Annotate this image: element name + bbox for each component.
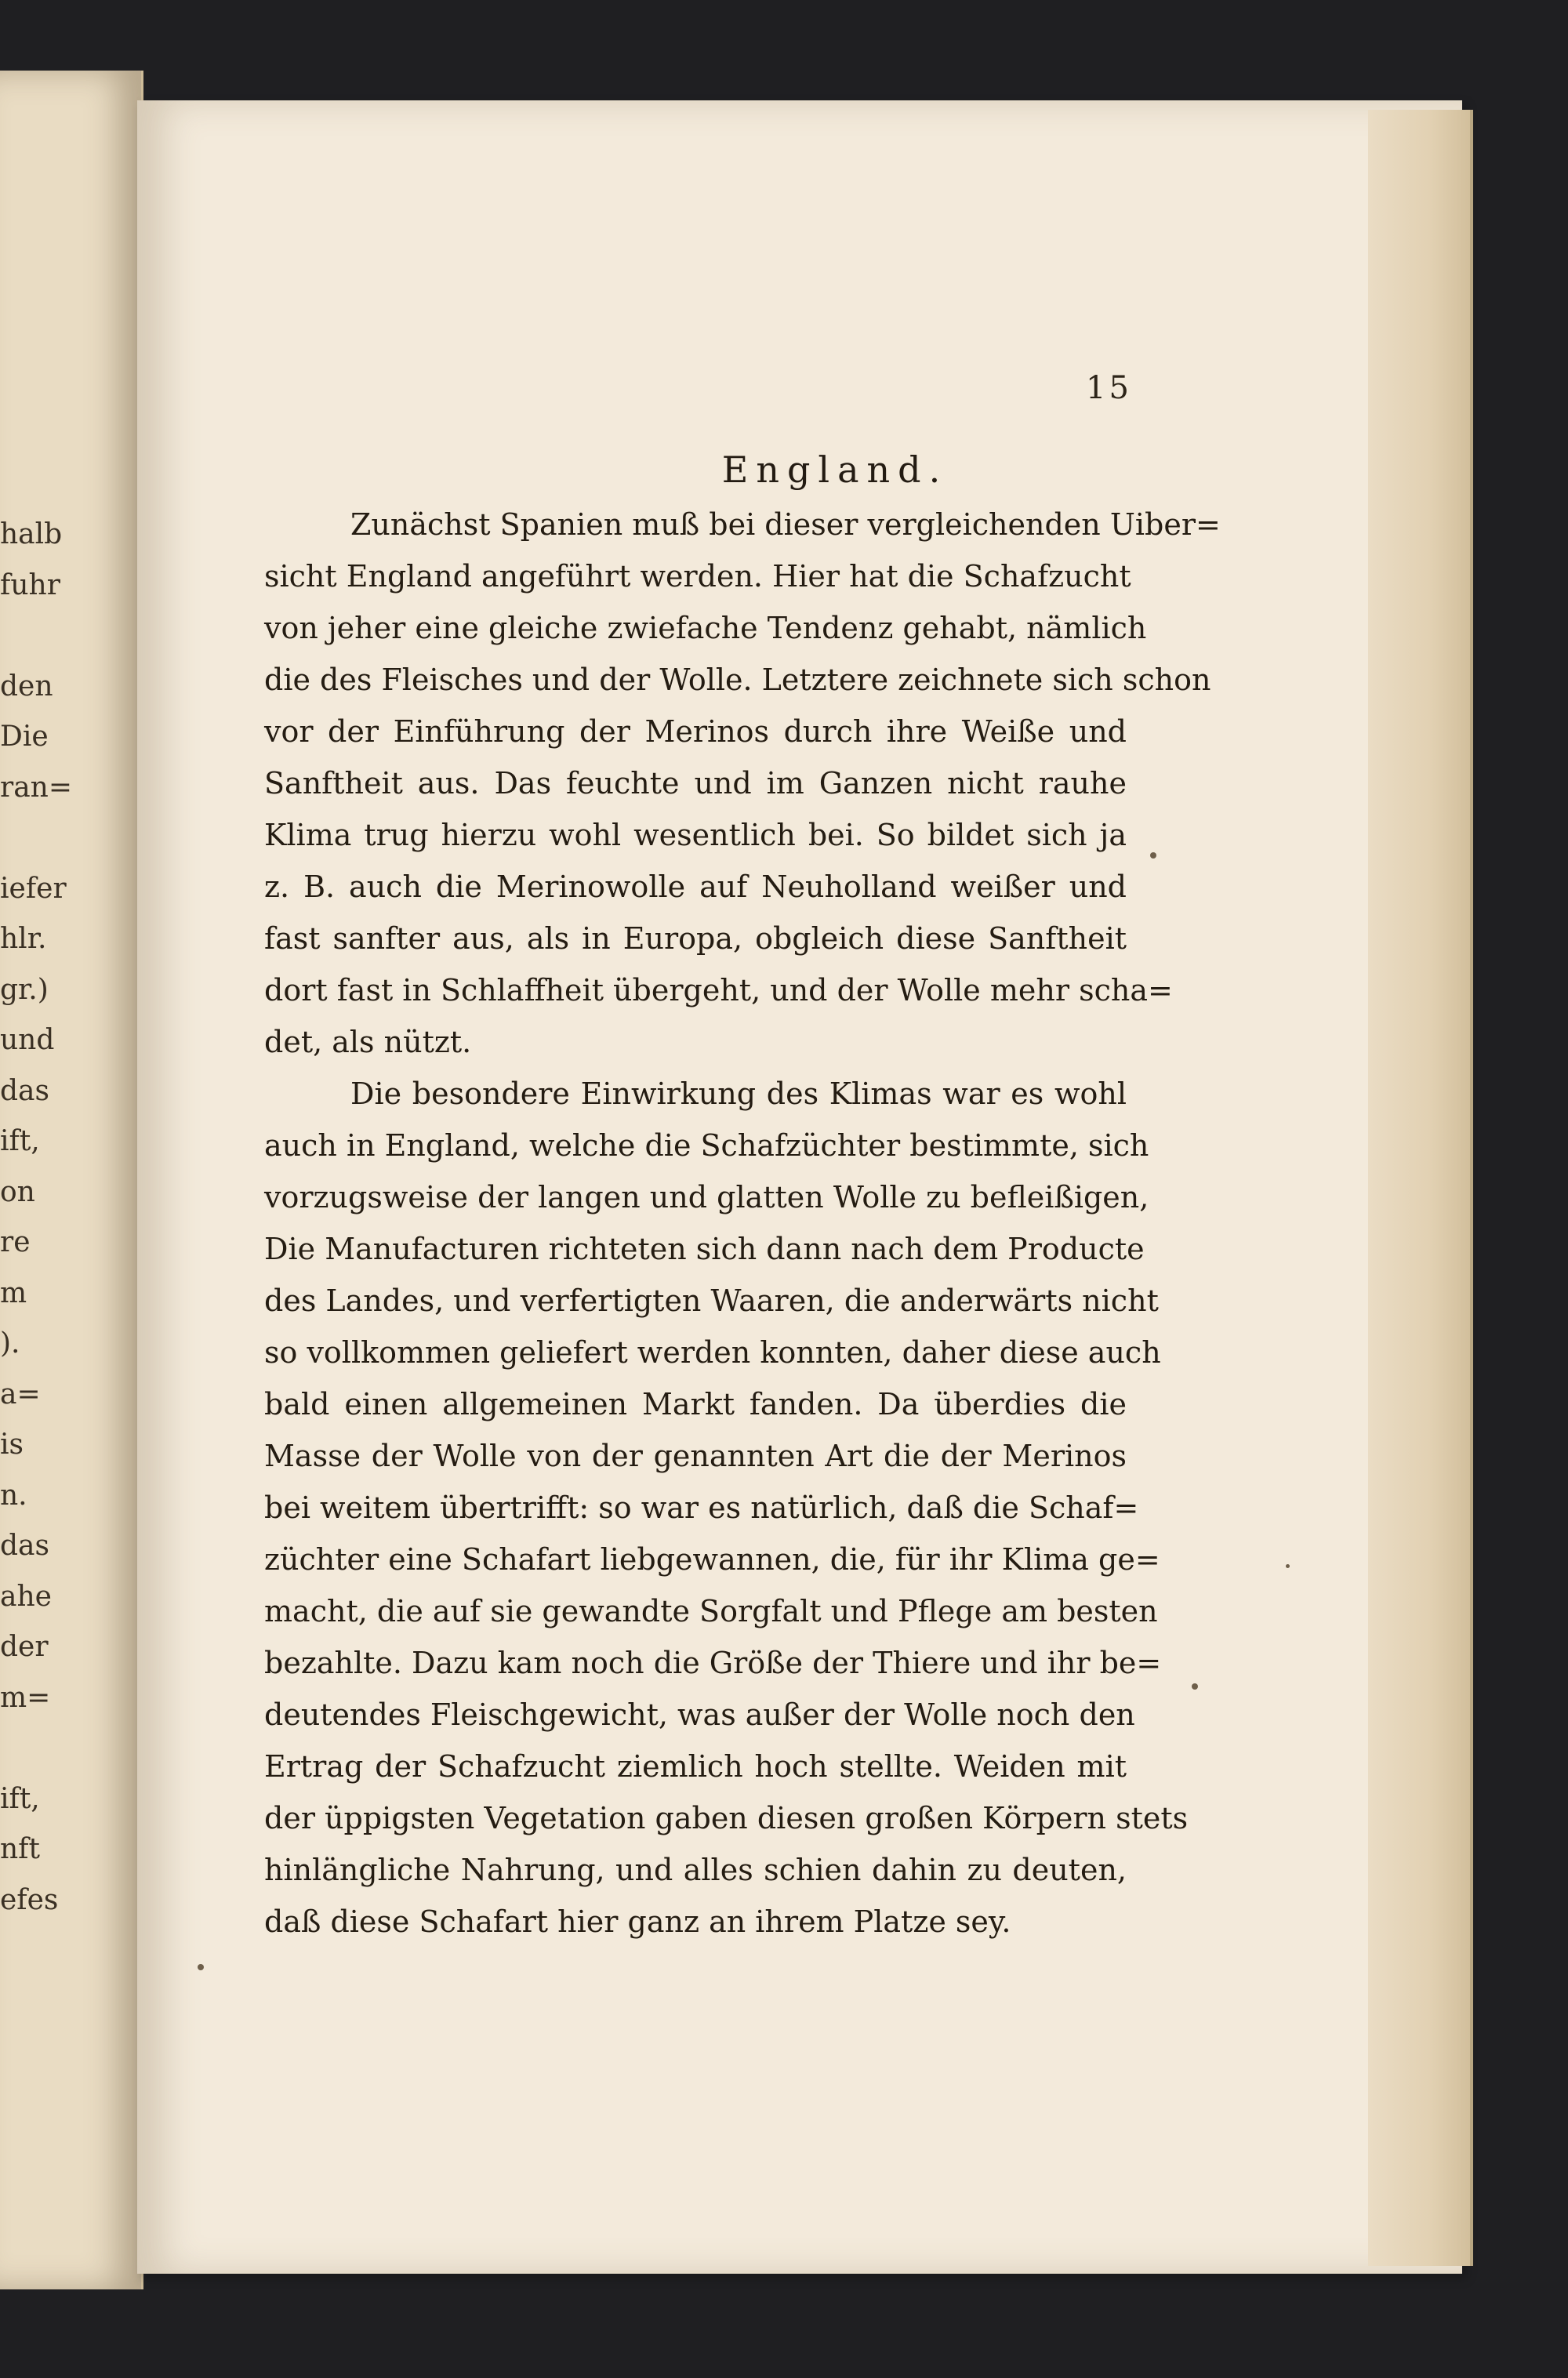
left-margin-fragment: und xyxy=(0,1024,55,1056)
ink-speck xyxy=(1286,1564,1290,1568)
left-margin-fragment: das xyxy=(0,1530,49,1562)
text-line: deutendes Fleischgewicht, was außer der Wolle noch den xyxy=(264,1697,1135,1732)
text-line: die des Fleisches und der Wolle. Letztere zeichnete sich schon xyxy=(264,663,1211,697)
left-margin-fragment: ift, xyxy=(0,1782,40,1815)
page-edge xyxy=(1368,110,1473,2266)
left-margin-fragment: ift, xyxy=(0,1125,40,1157)
left-margin-fragment: nft xyxy=(0,1833,40,1865)
text-line: vor der Einführung der Merinos durch ihre Weiße und xyxy=(264,714,1127,749)
left-margin-fragment: der xyxy=(0,1631,49,1663)
chapter-heading: England. xyxy=(721,448,949,491)
text-line: Sanftheit aus. Das feuchte und im Ganzen nicht rauhe xyxy=(264,766,1127,801)
text-line: hinlängliche Nahrung, und alles schien dahin zu deuten, xyxy=(264,1853,1127,1887)
left-margin-fragment: m xyxy=(0,1276,27,1309)
text-line: des Landes, und verfertigten Waaren, die anderwärts nicht xyxy=(264,1283,1159,1318)
body-text xyxy=(264,499,1221,1948)
text-line: Masse der Wolle von der genannten Art die der Merinos xyxy=(264,1439,1127,1473)
left-margin-fragment: das xyxy=(0,1074,49,1107)
ink-speck xyxy=(198,1964,204,1970)
page-number: 15 xyxy=(1086,370,1132,406)
text-line: det, als nützt. xyxy=(264,1025,472,1059)
left-margin-fragment: on xyxy=(0,1175,35,1208)
text-line: daß diese Schafart hier ganz an ihrem Platze sey. xyxy=(264,1904,1011,1939)
text-line: bei weitem übertrifft: so war es natürlich, daß die Schaf= xyxy=(264,1490,1139,1525)
text-line: Zunächst Spanien muß bei dieser vergleichenden Uiber= xyxy=(350,507,1221,542)
text-line: Die besondere Einwirkung des Klimas war es wohl xyxy=(350,1076,1127,1111)
left-margin-fragment: den xyxy=(0,670,53,703)
paragraph-1 xyxy=(264,499,1221,1068)
text-line: z. B. auch die Merinowolle auf Neuholland weißer und xyxy=(264,870,1127,904)
left-margin-fragment: efes xyxy=(0,1883,59,1916)
left-margin-fragment: re xyxy=(0,1226,31,1258)
text-line: Klima trug hierzu wohl wesentlich bei. So bildet sich ja xyxy=(264,818,1127,852)
left-margin-fragment xyxy=(0,611,47,662)
left-page-text-fragments xyxy=(0,510,73,1926)
left-margin-fragment: ran= xyxy=(0,771,73,804)
left-margin-fragment: halb xyxy=(0,518,63,550)
left-margin-fragment: is xyxy=(0,1429,24,1461)
text-line: züchter eine Schafart liebgewannen, die, für ihr Klima ge= xyxy=(264,1542,1160,1577)
paragraph-2 xyxy=(264,1068,1189,1948)
text-line: Ertrag der Schafzucht ziemlich hoch stellte. Weiden mit xyxy=(264,1749,1127,1784)
ink-speck xyxy=(1150,852,1156,859)
text-line: von jeher eine gleiche zwiefache Tendenz gehabt, nämlich xyxy=(264,611,1147,645)
left-margin-fragment: m= xyxy=(0,1681,51,1714)
left-margin-fragment: ). xyxy=(0,1327,20,1360)
text-line: sicht England angeführt werden. Hier hat die Schafzucht xyxy=(264,559,1131,594)
left-margin-fragment: Die xyxy=(0,721,49,753)
left-margin-fragment: n. xyxy=(0,1479,27,1512)
ink-speck xyxy=(1192,1683,1198,1690)
left-margin-fragment xyxy=(0,1723,47,1774)
text-line: dort fast in Schlaffheit übergeht, und der Wolle mehr scha= xyxy=(264,973,1173,1007)
text-line: so vollkommen geliefert werden konnten, daher diese auch xyxy=(264,1335,1161,1370)
left-margin-fragment: fuhr xyxy=(0,568,60,601)
left-margin-fragment: ahe xyxy=(0,1580,52,1613)
text-line: fast sanfter aus, als in Europa, obgleich diese Sanftheit xyxy=(264,921,1127,956)
left-margin-fragment: hlr. xyxy=(0,923,47,955)
text-line: Die Manufacturen richteten sich dann nach dem Producte xyxy=(264,1232,1145,1266)
text-line: auch in England, welche die Schafzüchter bestimmte, sich xyxy=(264,1128,1149,1163)
text-line: vorzugsweise der langen und glatten Wolle zu befleißigen, xyxy=(264,1180,1149,1214)
left-margin-fragment: iefer xyxy=(0,872,67,905)
text-line: bezahlte. Dazu kam noch die Größe der Thiere und ihr be= xyxy=(264,1646,1162,1680)
left-margin-fragment: a= xyxy=(0,1378,41,1410)
left-margin-fragment: gr.) xyxy=(0,973,49,1006)
text-line: macht, die auf sie gewandte Sorgfalt und Pflege am besten xyxy=(264,1594,1158,1628)
text-line: der üppigsten Vegetation gaben diesen großen Körpern stets xyxy=(264,1801,1189,1835)
text-line: bald einen allgemeinen Markt fanden. Da überdies die xyxy=(264,1387,1127,1421)
left-margin-fragment xyxy=(0,813,47,864)
left-page xyxy=(0,71,143,2289)
